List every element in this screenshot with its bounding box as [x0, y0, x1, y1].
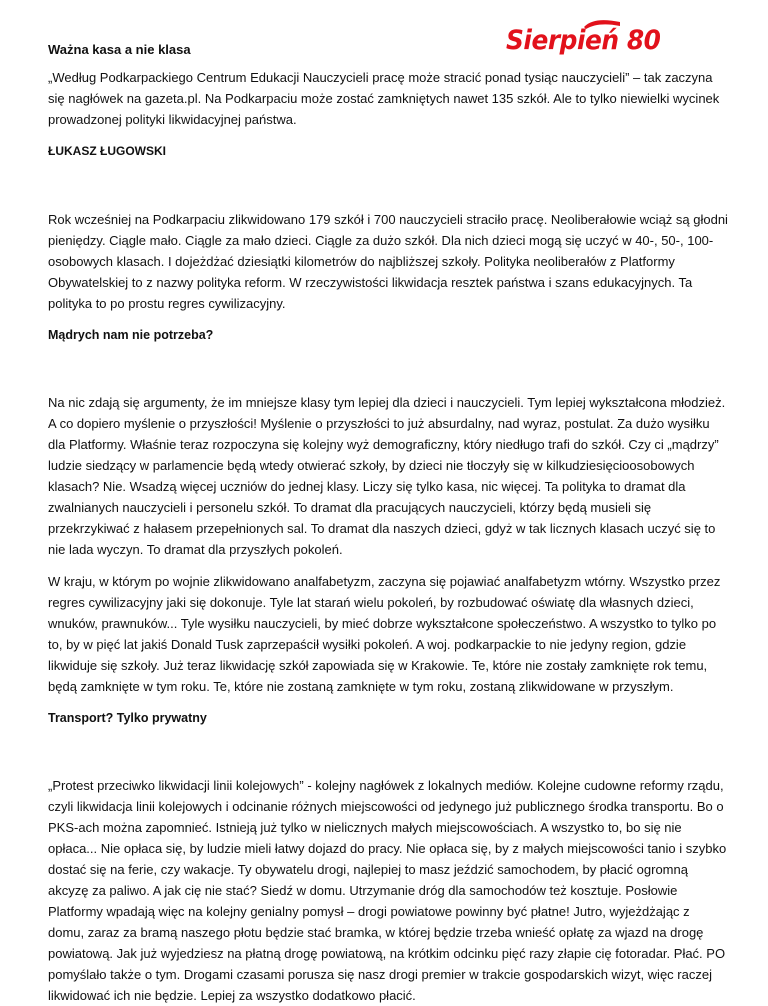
document-page	[48, 0, 728, 1006]
logo-text: Sierpień 80	[506, 25, 661, 56]
section-heading: Mądrych nam nie potrzeba?	[48, 328, 214, 342]
sierpien-80-logo	[506, 18, 686, 62]
paragraph: Rok wcześniej na Podkarpaciu zlikwidowano 179 szkół i 700 nauczycieli straciło pracę. Neoliberałowie wciąż są głodni pieniędzy. Ciągle mało. Ciągle za mało dzieci. Ciągle za dużo szkół. Dla nich dzieci mogą się uczyć w 40-, 50-, 100-osobowych klasach. I dojeżdżać dziesiątki kilometrów do najbliższej szkoły. Polityka neoliberałów z Platformy Obywatelskiej to z nazwy polityka reform. W rzeczywistości likwidacja resztek państwa i szans edukacyjnych. Ta polityka to po prostu regres cywilizacyjny.	[48, 212, 728, 311]
article-title: Ważna kasa a nie klasa	[48, 42, 191, 57]
author-name: ŁUKASZ ŁUGOWSKI	[48, 144, 166, 158]
intro-paragraph: „Według Podkarpackiego Centrum Edukacji Nauczycieli pracę może stracić ponad tysiąc nauczycieli” – tak zaczyna się nagłówek na gazeta.pl. Na Podkarpaciu może zostać zamkniętych nawet 135 szkół. Ale to tylko niewielki wycinek prowadzonej polityki likwidacyjnej państwa.	[48, 70, 720, 127]
paragraph: Na nic zdają się argumenty, że im mniejsze klasy tym lepiej dla dzieci i nauczycieli. Tym lepiej wykształcona młodzież. A co dopiero myślenie o przyszłości! Myślenie o przyszłości to już absurdalny, nad wyraz, postulat. Za dużo wysiłku dla Platformy. Właśnie teraz rozpoczyna się kolejny wyż demograficzny, który niedługo trafi do szkół. Czy ci „mądrzy” ludzie siedzący w parlamencie będą wtedy otwierać szkoły, by dzieci nie tłoczyły się w kilkudziesięcioosobowych klasach? Nie. Wsadzą więcej uczniów do jednej klasy. Liczy się tylko kasa, nic więcej. Ta polityka to dramat dla zwalnianych nauczycieli i personelu szkół. To dramat dla pracujących nauczycieli, którzy będą musieli się przekrzykiwać z hałasem przepełnionych sal. To dramat dla naszych dzieci, gdyż w tak licznych klasach uczyć się to nie lada wyczyn. To dramat dla przyszłych pokoleń.	[48, 395, 726, 557]
header	[48, 0, 728, 64]
paragraph: „Protest przeciwko likwidacji linii kolejowych” - kolejny nagłówek z lokalnych mediów. Kolejne cudowne reformy rządu, czyli likwidacja linii kolejowych i odcinanie różnych miejscowości od jedynego już publicznego środka transportu. Bo o PKS-ach można zapomnieć. Istnieją już tylko w nielicznych małych miejscowościach. A wszystko to, bo się nie opłaca... Nie opłaca się, by ludzie mieli łatwy dojazd do pracy. Nie opłaca się, by z małych miejscowości tanio i szybko dostać się na ferie, czy wakacje. Ty obywatelu drogi, najlepiej to masz jeździć samochodem, by płacić ogromną akcyzę za paliwo. A jak cię nie stać? Siedź w domu. Utrzymanie dróg dla samochodów też kosztuje. Posłowie Platformy wpadają więc na kolejny genialny pomysł – drogi powiatowe powinny być płatne! Jutro, wyjeżdżając z domu, zaraz za bramą naszego płotu będzie stać bramka, w której będzie trzeba wnieść opłatę za wjazd na drogę powiatową. Jak już wyjedziesz na płatną drogę powiatową, na krótkim odcinku pięć razy złapie cię fotoradar. Płać. PO pomyślało także o tym. Drogami czasami porusza się nasz drogi premier w trakcie gospodarskich wizyt, więc raczej likwidować ich nie będzie. Lepiej za wszystko dodatkowo płacić.	[48, 778, 727, 1003]
paragraph: W kraju, w którym po wojnie zlikwidowano analfabetyzm, zaczyna się pojawiać analfabetyzm wtórny. Wszystko przez regres cywilizacyjny jaki się dokonuje. Tyle lat starań wielu pokoleń, by rozbudować oświatę dla własnych dzieci, wnuków, prawnuków... Tyle wysiłku nauczycieli, by mieć dobrze wykształcone społeczeństwo. A wszystko to tylko po to, by w pięć lat jakiś Donald Tusk zaprzepaścił wysiłki pokoleń. A woj. podkarpackie to nie jedyny region, gdzie likwiduje się szkoły. Już teraz likwidację szkół zapowiada się w Krakowie. Te, które nie zostały zamknięte rok temu, będą zamknięte w tym roku. Te, które nie zostaną zamknięte w tym roku, zostaną zlikwidowane w przyszłym.	[48, 574, 721, 694]
section-heading: Transport? Tylko prywatny	[48, 711, 207, 725]
